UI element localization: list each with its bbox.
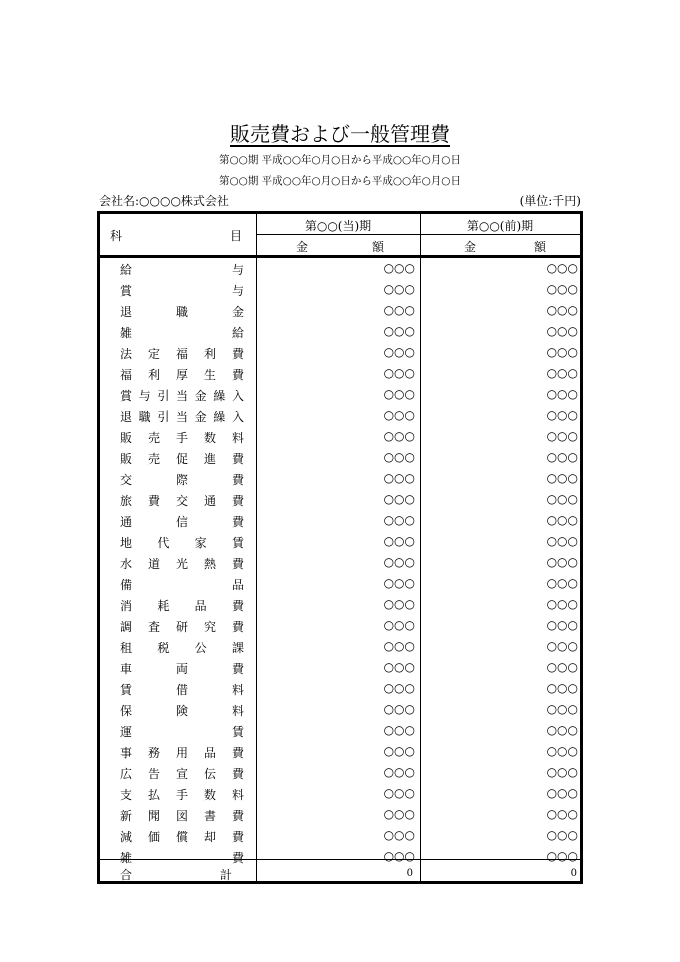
row-current-value: ○○○ (383, 681, 415, 695)
row-current-value: ○○○ (383, 639, 415, 653)
table-row (100, 636, 580, 657)
table-row (100, 573, 580, 594)
table-row (100, 804, 580, 825)
row-previous-value: ○○○ (546, 828, 578, 842)
row-previous-value: ○○○ (546, 534, 578, 548)
row-previous-value: ○○○ (546, 597, 578, 611)
header-gaku-current: 額 (372, 240, 385, 254)
row-label: 事 務 用 品 費 (120, 746, 244, 760)
table-row (100, 720, 580, 741)
header-kamoku-left: 科 (110, 229, 123, 243)
row-label: 調 査 研 究 費 (120, 620, 244, 634)
row-previous-value: ○○○ (546, 471, 578, 485)
table-row (100, 258, 580, 279)
row-current-value: ○○○ (383, 429, 415, 443)
table-row (100, 678, 580, 699)
row-label: 退 職 金 (120, 305, 244, 319)
row-previous-value: ○○○ (546, 324, 578, 338)
row-label: 水 道 光 熱 費 (120, 557, 244, 571)
period-line-2: 第○○期 平成○○年○月○日から平成○○年○月○日 (219, 175, 461, 187)
total-previous-value: 0 (570, 868, 577, 879)
row-current-value: ○○○ (383, 660, 415, 674)
row-previous-value: ○○○ (546, 450, 578, 464)
row-label: 車 両 費 (120, 662, 244, 676)
table-row (100, 846, 580, 867)
table-row (100, 363, 580, 384)
header-divider-inner (256, 234, 580, 235)
row-previous-value: ○○○ (546, 849, 578, 863)
row-current-value: ○○○ (383, 492, 415, 506)
header-gaku-previous: 額 (534, 240, 547, 254)
total-current-value: 0 (406, 868, 413, 879)
row-current-value: ○○○ (383, 345, 415, 359)
row-current-value: ○○○ (383, 408, 415, 422)
header-kin-current: 金 (296, 240, 309, 254)
row-current-value: ○○○ (383, 366, 415, 380)
row-label: 地 代 家 賃 (120, 536, 244, 550)
header-kin-previous: 金 (464, 240, 477, 254)
row-previous-value: ○○○ (546, 366, 578, 380)
row-previous-value: ○○○ (546, 681, 578, 695)
row-label: 販 売 促 進 費 (120, 452, 244, 466)
table-row (100, 384, 580, 405)
row-current-value: ○○○ (383, 807, 415, 821)
row-current-value: ○○○ (383, 261, 415, 275)
table-row (100, 762, 580, 783)
row-label: 旅 費 交 通 費 (120, 494, 244, 508)
table-row (100, 447, 580, 468)
row-label: 備 品 (120, 578, 244, 592)
row-label: 租 税 公 課 (120, 641, 244, 655)
row-current-value: ○○○ (383, 471, 415, 485)
table-row (100, 783, 580, 804)
table-row (100, 468, 580, 489)
row-label: 退 職 引 当 金 繰 入 (120, 410, 244, 424)
row-label: 通 信 費 (120, 515, 244, 529)
page-title (0, 118, 680, 147)
row-label: 保 険 料 (120, 704, 244, 718)
row-label: 賞 与 引 当 金 繰 入 (120, 389, 244, 403)
table-row (100, 321, 580, 342)
row-previous-value: ○○○ (546, 723, 578, 737)
table-row (100, 699, 580, 720)
row-previous-value: ○○○ (546, 492, 578, 506)
row-previous-value: ○○○ (546, 786, 578, 800)
table-row (100, 510, 580, 531)
row-label: 交 際 費 (120, 473, 244, 487)
row-label: 新 聞 図 書 費 (120, 809, 244, 823)
row-label: 法 定 福 利 費 (120, 347, 244, 361)
row-label: 雑 給 (120, 326, 244, 340)
row-current-value: ○○○ (383, 786, 415, 800)
row-previous-value: ○○○ (546, 744, 578, 758)
row-previous-value: ○○○ (546, 513, 578, 527)
table-row (100, 594, 580, 615)
row-previous-value: ○○○ (546, 576, 578, 590)
row-previous-value: ○○○ (546, 765, 578, 779)
table-row (100, 552, 580, 573)
row-current-value: ○○○ (383, 303, 415, 317)
row-current-value: ○○○ (383, 450, 415, 464)
row-label: 消 耗 品 費 (120, 599, 244, 613)
row-current-value: ○○○ (383, 702, 415, 716)
row-label: 販 売 手 数 料 (120, 431, 244, 445)
row-label: 運 賃 (120, 725, 244, 739)
row-label: 給 与 (120, 263, 244, 277)
table-row (100, 489, 580, 510)
total-label-right: 計 (220, 868, 233, 882)
row-label: 支 払 手 数 料 (120, 788, 244, 802)
company-name: 会社名:○○○○株式会社 (99, 194, 229, 208)
row-previous-value: ○○○ (546, 303, 578, 317)
table-row (100, 405, 580, 426)
row-previous-value: ○○○ (546, 345, 578, 359)
row-previous-value: ○○○ (546, 618, 578, 632)
row-previous-value: ○○○ (546, 639, 578, 653)
row-previous-value: ○○○ (546, 282, 578, 296)
row-previous-value: ○○○ (546, 807, 578, 821)
header-current-period: 第○○(当)期 (304, 219, 372, 233)
unit-label: (単位:千円) (519, 194, 581, 208)
row-current-value: ○○○ (383, 387, 415, 401)
table-row (100, 426, 580, 447)
header-kamoku-right: 目 (230, 229, 243, 243)
table-row (100, 657, 580, 678)
row-label: 減 価 償 却 費 (120, 830, 244, 844)
table-row (100, 615, 580, 636)
row-current-value: ○○○ (383, 513, 415, 527)
table-row (100, 300, 580, 321)
row-current-value: ○○○ (383, 618, 415, 632)
row-previous-value: ○○○ (546, 702, 578, 716)
row-current-value: ○○○ (383, 324, 415, 338)
row-current-value: ○○○ (383, 849, 415, 863)
row-label: 賃 借 料 (120, 683, 244, 697)
table-row (100, 825, 580, 846)
row-label: 広 告 宣 伝 費 (120, 767, 244, 781)
row-previous-value: ○○○ (546, 387, 578, 401)
period-line-1: 第○○期 平成○○年○月○日から平成○○年○月○日 (219, 154, 461, 166)
row-current-value: ○○○ (383, 765, 415, 779)
row-previous-value: ○○○ (546, 261, 578, 275)
table-row (100, 342, 580, 363)
header-previous-period: 第○○(前)期 (466, 219, 534, 233)
row-current-value: ○○○ (383, 723, 415, 737)
table-row (100, 279, 580, 300)
table-row (100, 531, 580, 552)
row-label: 福 利 厚 生 費 (120, 368, 244, 382)
row-previous-value: ○○○ (546, 555, 578, 569)
page-title-text: 販売費および一般管理費 (230, 122, 450, 146)
row-current-value: ○○○ (383, 534, 415, 548)
table-row (100, 741, 580, 762)
row-current-value: ○○○ (383, 828, 415, 842)
total-label-left: 合 (120, 868, 133, 882)
expense-table (97, 211, 583, 884)
row-current-value: ○○○ (383, 282, 415, 296)
row-current-value: ○○○ (383, 744, 415, 758)
row-previous-value: ○○○ (546, 408, 578, 422)
row-previous-value: ○○○ (546, 429, 578, 443)
row-label: 賞 与 (120, 284, 244, 298)
row-current-value: ○○○ (383, 576, 415, 590)
row-current-value: ○○○ (383, 555, 415, 569)
row-current-value: ○○○ (383, 597, 415, 611)
row-label: 雑 費 (120, 851, 244, 865)
row-previous-value: ○○○ (546, 660, 578, 674)
